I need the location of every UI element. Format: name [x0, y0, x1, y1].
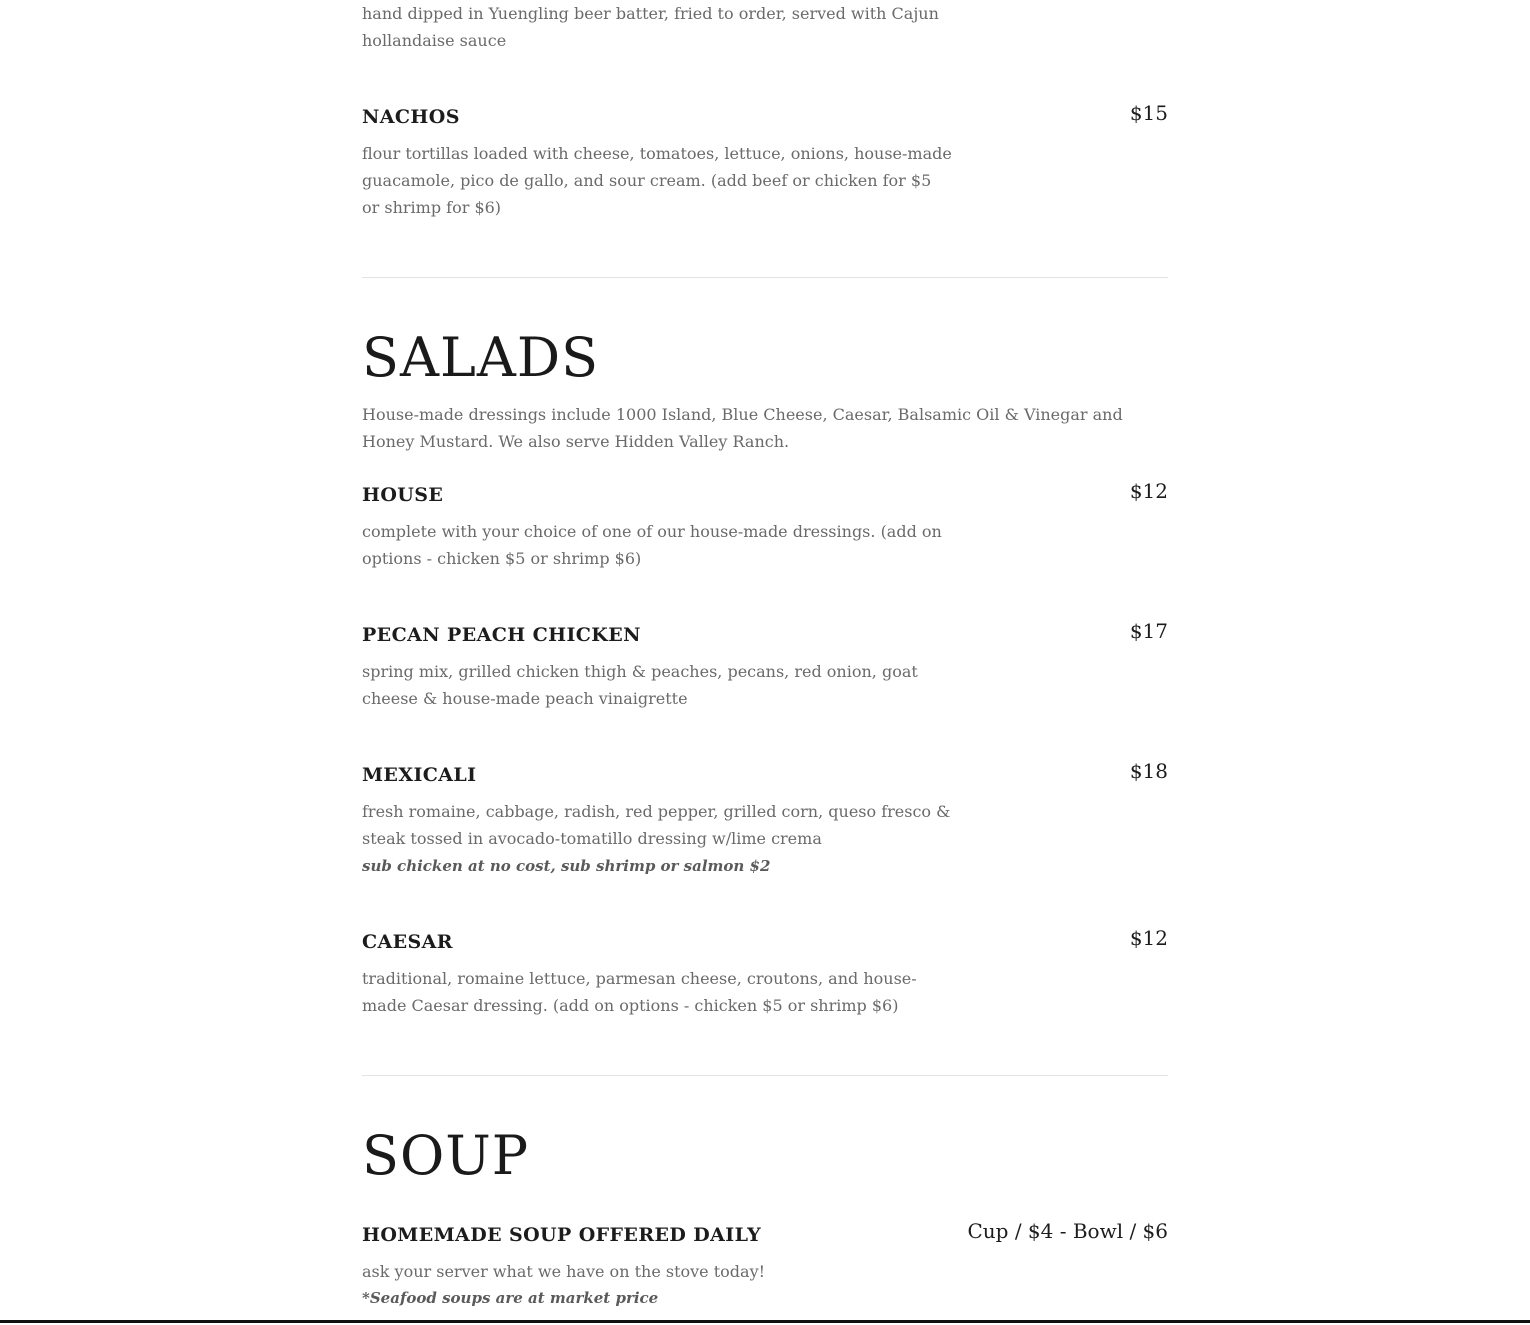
item-price: $12 [1129, 479, 1168, 503]
item-description: traditional, romaine lettuce, parmesan cheese, croutons, and house-made Caesar dressing. (add on options - chicken $5 or shrimp $6) [362, 969, 917, 1015]
section-title-soup: SOUP [362, 1124, 530, 1187]
menu-item-caesar [362, 926, 1168, 1019]
menu-item-partial [362, 0, 1168, 54]
section-intro-salads: House-made dressings include 1000 Island, Blue Cheese, Caesar, Balsamic Oil & Vinegar and Honey Mustard. We also serve Hidden Valley Ranch. [362, 405, 1123, 451]
menu-item-homemade-soup [362, 1219, 1168, 1310]
item-price: Cup / $4 - Bowl / $6 [967, 1219, 1168, 1243]
section-title-salads: SALADS [362, 326, 600, 389]
item-description: ask your server what we have on the stove today! [362, 1262, 766, 1281]
item-price: $12 [1129, 926, 1168, 950]
item-note: *Seafood soups are at market price [362, 1289, 659, 1307]
menu-item-pecan-peach-chicken [362, 619, 1168, 712]
item-description: fresh romaine, cabbage, radish, red pepper, grilled corn, queso fresco & steak tossed in avocado-tomatillo dressing w/lime crema [362, 802, 951, 848]
item-price: $17 [1129, 619, 1168, 643]
item-description: flour tortillas loaded with cheese, tomatoes, lettuce, onions, house-made guacamole, pico de gallo, and sour cream. (add beef or chicken for $5 or shrimp for $6) [362, 144, 952, 217]
item-name: MEXICALI [362, 764, 477, 786]
menu-item-mexicali [362, 759, 1168, 878]
item-name: CAESAR [362, 931, 453, 953]
item-name: HOMEMADE SOUP OFFERED DAILY [362, 1224, 762, 1246]
menu-item-nachos [362, 101, 1168, 221]
section-divider [362, 277, 1168, 278]
bottom-border [0, 1320, 1530, 1323]
menu-item-house [362, 479, 1168, 572]
item-name: NACHOS [362, 106, 460, 128]
item-description: complete with your choice of one of our house-made dressings. (add on options - chicken $5 or shrimp $6) [362, 522, 942, 568]
item-description: hand dipped in Yuengling beer batter, fried to order, served with Cajun hollandaise sauce [362, 4, 939, 50]
item-price: $18 [1129, 759, 1168, 783]
section-divider [362, 1075, 1168, 1076]
item-name: PECAN PEACH CHICKEN [362, 624, 641, 646]
item-price: $15 [1129, 101, 1168, 125]
item-name: HOUSE [362, 484, 444, 506]
item-description: spring mix, grilled chicken thigh & peaches, pecans, red onion, goat cheese & house-made peach vinaigrette [362, 662, 918, 708]
item-note: sub chicken at no cost, sub shrimp or salmon $2 [362, 857, 771, 875]
